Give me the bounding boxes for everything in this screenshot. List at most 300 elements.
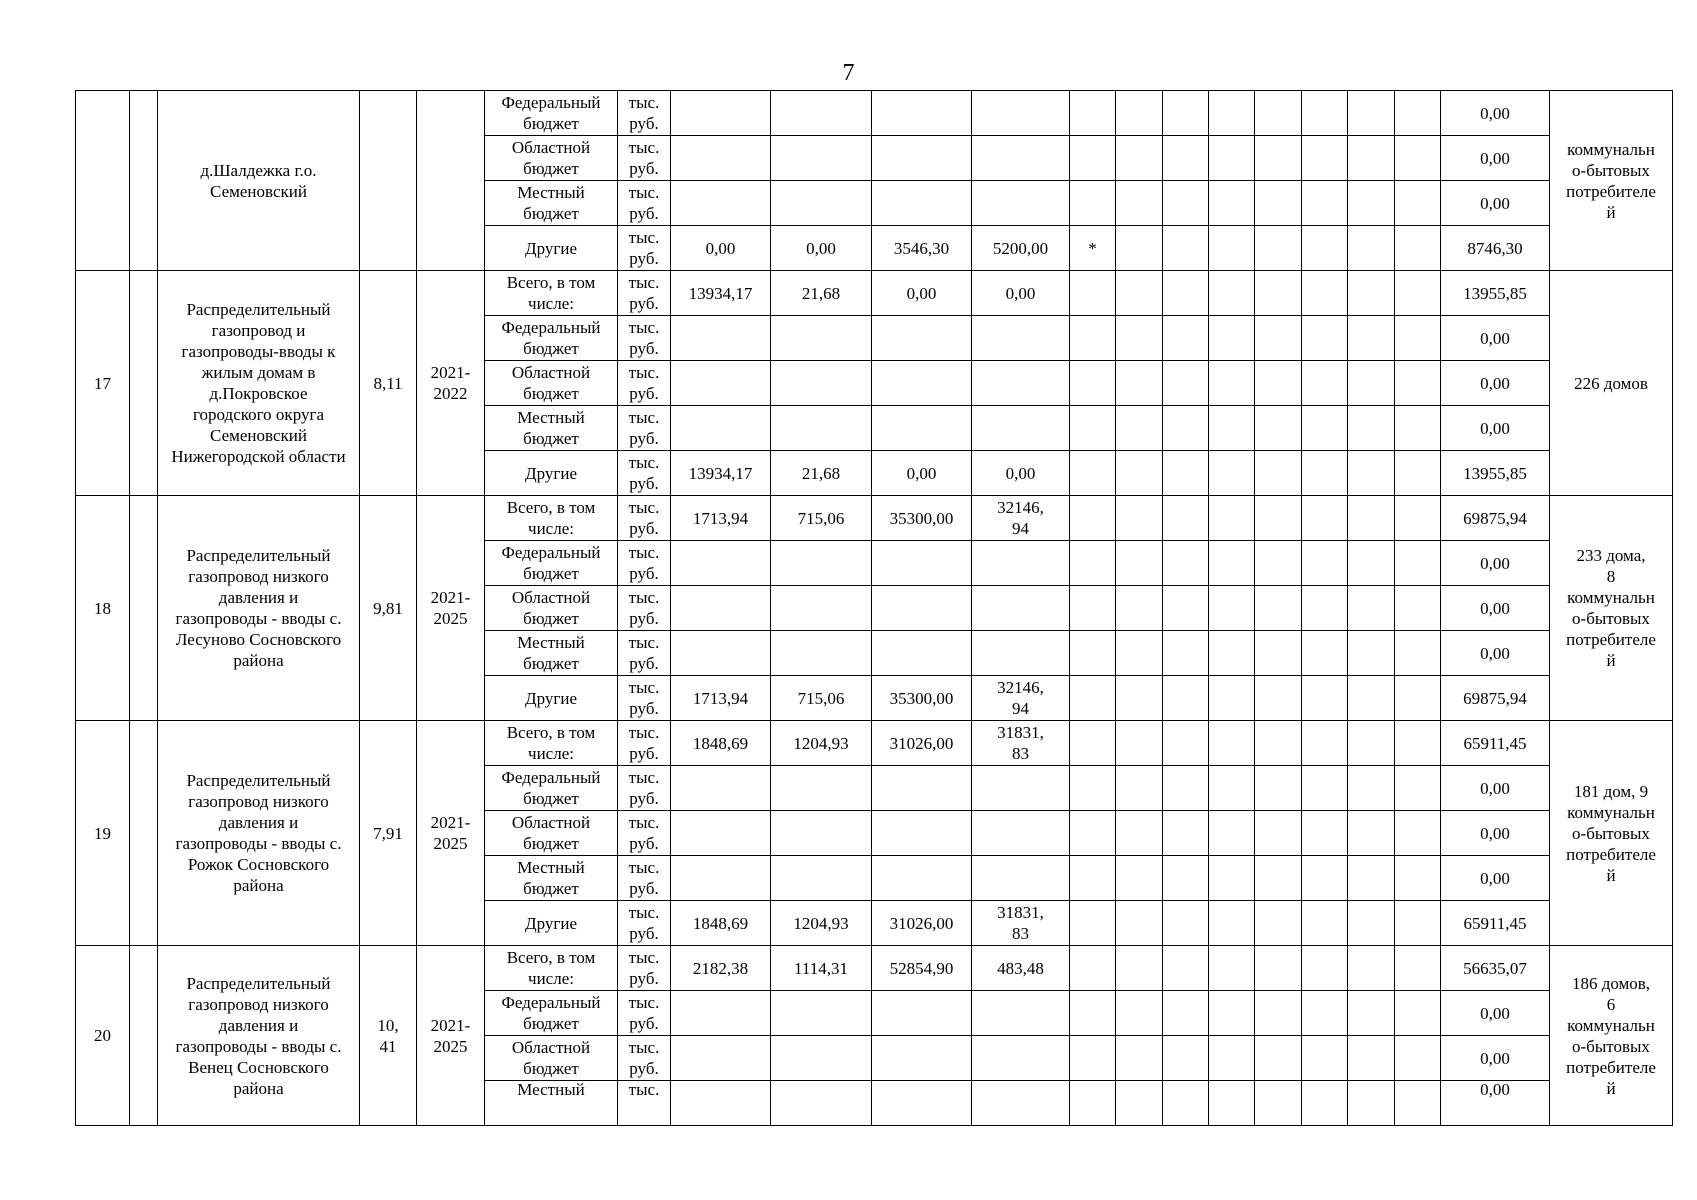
funding-source: Всего, в том числе: bbox=[485, 496, 618, 541]
empty-cell bbox=[1395, 901, 1441, 946]
empty-cell bbox=[1255, 901, 1302, 946]
empty-cell bbox=[1348, 541, 1395, 586]
empty-cell bbox=[1302, 406, 1348, 451]
empty-cell bbox=[1209, 901, 1255, 946]
value-cell: 1848,69 bbox=[671, 901, 771, 946]
value-cell bbox=[771, 181, 872, 226]
value-cell: 21,68 bbox=[771, 451, 872, 496]
empty-cell bbox=[1163, 991, 1209, 1036]
blank-cell bbox=[130, 91, 158, 271]
total-cell: 0,00 bbox=[1441, 811, 1550, 856]
value-cell bbox=[671, 1081, 771, 1126]
empty-cell bbox=[1302, 316, 1348, 361]
value-cell: 715,06 bbox=[771, 496, 872, 541]
funding-source: Местный бюджет bbox=[485, 181, 618, 226]
value-cell: 2182,38 bbox=[671, 946, 771, 991]
empty-cell bbox=[1255, 991, 1302, 1036]
object-number: 19 bbox=[76, 721, 130, 946]
value-cell: 715,06 bbox=[771, 676, 872, 721]
empty-cell bbox=[1302, 991, 1348, 1036]
empty-cell bbox=[1116, 946, 1163, 991]
value-cell bbox=[872, 811, 972, 856]
empty-cell bbox=[1255, 676, 1302, 721]
funding-source: Местный бюджет bbox=[485, 406, 618, 451]
value-cell: 1713,94 bbox=[671, 496, 771, 541]
empty-cell bbox=[1348, 721, 1395, 766]
value-cell bbox=[872, 856, 972, 901]
funding-source: Местный бюджет bbox=[485, 856, 618, 901]
empty-cell bbox=[1209, 226, 1255, 271]
empty-cell bbox=[1255, 316, 1302, 361]
value-cell bbox=[972, 811, 1070, 856]
value-cell: 0,00 bbox=[872, 451, 972, 496]
unit-label: тыс. руб. bbox=[618, 586, 671, 631]
table-row bbox=[76, 946, 1673, 991]
funding-source: Местный bbox=[485, 1081, 618, 1126]
value-cell: 5200,00 bbox=[972, 226, 1070, 271]
value-cell bbox=[1070, 496, 1116, 541]
empty-cell bbox=[1255, 856, 1302, 901]
total-cell: 56635,07 bbox=[1441, 946, 1550, 991]
blank-cell bbox=[130, 271, 158, 496]
value-cell bbox=[671, 136, 771, 181]
empty-cell bbox=[1395, 991, 1441, 1036]
value-cell bbox=[671, 631, 771, 676]
object-length: 10, 41 bbox=[360, 946, 417, 1126]
unit-label: тыс. руб. bbox=[618, 541, 671, 586]
value-cell bbox=[1070, 676, 1116, 721]
object-name: Распределительный газопровод низкого давления и газопроводы - вводы с. Рожок Сосновского района bbox=[158, 721, 360, 946]
value-cell bbox=[1070, 766, 1116, 811]
value-cell: 35300,00 bbox=[872, 676, 972, 721]
empty-cell bbox=[1255, 766, 1302, 811]
total-cell: 0,00 bbox=[1441, 91, 1550, 136]
object-result: 186 домов, 6 коммунальн о-бытовых потребителе й bbox=[1550, 946, 1673, 1126]
empty-cell bbox=[1255, 811, 1302, 856]
value-cell bbox=[1070, 181, 1116, 226]
value-cell bbox=[972, 856, 1070, 901]
empty-cell bbox=[1348, 811, 1395, 856]
value-cell bbox=[972, 91, 1070, 136]
empty-cell bbox=[1163, 901, 1209, 946]
empty-cell bbox=[1209, 496, 1255, 541]
value-cell bbox=[671, 541, 771, 586]
empty-cell bbox=[1163, 226, 1209, 271]
empty-cell bbox=[1395, 181, 1441, 226]
empty-cell bbox=[1116, 361, 1163, 406]
empty-cell bbox=[1348, 496, 1395, 541]
empty-cell bbox=[1348, 361, 1395, 406]
empty-cell bbox=[1163, 91, 1209, 136]
empty-cell bbox=[1163, 406, 1209, 451]
empty-cell bbox=[1209, 451, 1255, 496]
empty-cell bbox=[1302, 1081, 1348, 1126]
value-cell: 1713,94 bbox=[671, 676, 771, 721]
empty-cell bbox=[1302, 766, 1348, 811]
value-cell bbox=[771, 91, 872, 136]
empty-cell bbox=[1116, 541, 1163, 586]
funding-source: Другие bbox=[485, 451, 618, 496]
value-cell bbox=[972, 631, 1070, 676]
total-cell: 13955,85 bbox=[1441, 451, 1550, 496]
value-cell bbox=[771, 856, 872, 901]
empty-cell bbox=[1302, 901, 1348, 946]
empty-cell bbox=[1255, 361, 1302, 406]
financing-table bbox=[75, 90, 1673, 1126]
empty-cell bbox=[1163, 496, 1209, 541]
empty-cell bbox=[1163, 631, 1209, 676]
object-length: 8,11 bbox=[360, 271, 417, 496]
empty-cell bbox=[1116, 136, 1163, 181]
empty-cell bbox=[1163, 1036, 1209, 1081]
value-cell bbox=[771, 1036, 872, 1081]
empty-cell bbox=[1302, 676, 1348, 721]
empty-cell bbox=[1163, 676, 1209, 721]
total-cell: 0,00 bbox=[1441, 136, 1550, 181]
value-cell bbox=[1070, 721, 1116, 766]
empty-cell bbox=[1348, 1036, 1395, 1081]
empty-cell bbox=[1209, 181, 1255, 226]
empty-cell bbox=[1255, 271, 1302, 316]
empty-cell bbox=[1348, 181, 1395, 226]
value-cell: * bbox=[1070, 226, 1116, 271]
value-cell bbox=[1070, 406, 1116, 451]
total-cell: 65911,45 bbox=[1441, 901, 1550, 946]
total-cell: 0,00 bbox=[1441, 361, 1550, 406]
empty-cell bbox=[1302, 136, 1348, 181]
empty-cell bbox=[1395, 1036, 1441, 1081]
unit-label: тыс. руб. bbox=[618, 946, 671, 991]
empty-cell bbox=[1116, 91, 1163, 136]
unit-label: тыс. руб. bbox=[618, 451, 671, 496]
value-cell bbox=[1070, 946, 1116, 991]
table-row bbox=[76, 271, 1673, 316]
unit-label: тыс. руб. bbox=[618, 676, 671, 721]
empty-cell bbox=[1209, 1081, 1255, 1126]
total-cell: 8746,30 bbox=[1441, 226, 1550, 271]
value-cell: 3546,30 bbox=[872, 226, 972, 271]
empty-cell bbox=[1209, 361, 1255, 406]
value-cell bbox=[1070, 811, 1116, 856]
total-cell: 0,00 bbox=[1441, 181, 1550, 226]
table-row bbox=[76, 721, 1673, 766]
object-number: 20 bbox=[76, 946, 130, 1126]
empty-cell bbox=[1163, 181, 1209, 226]
empty-cell bbox=[1348, 586, 1395, 631]
unit-label: тыс. руб. bbox=[618, 226, 671, 271]
value-cell bbox=[771, 316, 872, 361]
value-cell: 31831, 83 bbox=[972, 901, 1070, 946]
table-row bbox=[76, 496, 1673, 541]
empty-cell bbox=[1116, 856, 1163, 901]
empty-cell bbox=[1348, 676, 1395, 721]
empty-cell bbox=[1163, 946, 1209, 991]
object-period bbox=[417, 91, 485, 271]
object-length: 9,81 bbox=[360, 496, 417, 721]
value-cell: 31831, 83 bbox=[972, 721, 1070, 766]
value-cell bbox=[1070, 1081, 1116, 1126]
empty-cell bbox=[1163, 721, 1209, 766]
value-cell: 35300,00 bbox=[872, 496, 972, 541]
total-cell: 0,00 bbox=[1441, 1036, 1550, 1081]
empty-cell bbox=[1395, 316, 1441, 361]
empty-cell bbox=[1116, 631, 1163, 676]
table-row bbox=[76, 91, 1673, 136]
funding-source: Областной бюджет bbox=[485, 361, 618, 406]
empty-cell bbox=[1395, 91, 1441, 136]
value-cell bbox=[671, 91, 771, 136]
value-cell bbox=[671, 856, 771, 901]
value-cell bbox=[972, 1081, 1070, 1126]
empty-cell bbox=[1395, 496, 1441, 541]
value-cell: 1204,93 bbox=[771, 901, 872, 946]
empty-cell bbox=[1302, 541, 1348, 586]
empty-cell bbox=[1163, 136, 1209, 181]
value-cell bbox=[1070, 991, 1116, 1036]
value-cell bbox=[972, 1036, 1070, 1081]
value-cell bbox=[671, 991, 771, 1036]
empty-cell bbox=[1395, 721, 1441, 766]
blank-cell bbox=[130, 946, 158, 1126]
value-cell: 1114,31 bbox=[771, 946, 872, 991]
empty-cell bbox=[1302, 856, 1348, 901]
empty-cell bbox=[1116, 586, 1163, 631]
empty-cell bbox=[1395, 451, 1441, 496]
empty-cell bbox=[1348, 991, 1395, 1036]
empty-cell bbox=[1209, 136, 1255, 181]
value-cell bbox=[771, 406, 872, 451]
empty-cell bbox=[1302, 946, 1348, 991]
empty-cell bbox=[1255, 1036, 1302, 1081]
value-cell: 13934,17 bbox=[671, 271, 771, 316]
value-cell bbox=[972, 181, 1070, 226]
funding-source: Всего, в том числе: bbox=[485, 721, 618, 766]
object-number bbox=[76, 91, 130, 271]
funding-source: Другие bbox=[485, 226, 618, 271]
total-cell: 0,00 bbox=[1441, 631, 1550, 676]
funding-source: Другие bbox=[485, 676, 618, 721]
object-name: Распределительный газопровод низкого давления и газопроводы - вводы с. Венец Сосновского района bbox=[158, 946, 360, 1126]
empty-cell bbox=[1255, 181, 1302, 226]
value-cell: 0,00 bbox=[671, 226, 771, 271]
empty-cell bbox=[1255, 631, 1302, 676]
empty-cell bbox=[1209, 91, 1255, 136]
value-cell bbox=[972, 766, 1070, 811]
unit-label: тыс. руб. bbox=[618, 496, 671, 541]
value-cell bbox=[671, 586, 771, 631]
unit-label: тыс. руб. bbox=[618, 181, 671, 226]
value-cell: 32146, 94 bbox=[972, 496, 1070, 541]
empty-cell bbox=[1116, 766, 1163, 811]
object-period: 2021- 2025 bbox=[417, 721, 485, 946]
value-cell bbox=[1070, 91, 1116, 136]
page-number: 7 bbox=[842, 60, 855, 86]
unit-label: тыс. руб. bbox=[618, 766, 671, 811]
value-cell bbox=[872, 136, 972, 181]
value-cell bbox=[972, 991, 1070, 1036]
value-cell bbox=[771, 631, 872, 676]
total-cell: 0,00 bbox=[1441, 856, 1550, 901]
funding-source: Местный бюджет bbox=[485, 631, 618, 676]
value-cell bbox=[771, 991, 872, 1036]
value-cell bbox=[872, 1036, 972, 1081]
object-result: 233 дома, 8 коммунальн о-бытовых потребителе й bbox=[1550, 496, 1673, 721]
object-length: 7,91 bbox=[360, 721, 417, 946]
empty-cell bbox=[1395, 586, 1441, 631]
value-cell: 13934,17 bbox=[671, 451, 771, 496]
empty-cell bbox=[1302, 226, 1348, 271]
empty-cell bbox=[1395, 631, 1441, 676]
empty-cell bbox=[1348, 946, 1395, 991]
empty-cell bbox=[1255, 406, 1302, 451]
value-cell bbox=[872, 991, 972, 1036]
empty-cell bbox=[1395, 766, 1441, 811]
empty-cell bbox=[1163, 1081, 1209, 1126]
empty-cell bbox=[1348, 91, 1395, 136]
empty-cell bbox=[1255, 1081, 1302, 1126]
empty-cell bbox=[1302, 496, 1348, 541]
empty-cell bbox=[1116, 991, 1163, 1036]
value-cell bbox=[872, 361, 972, 406]
value-cell bbox=[872, 181, 972, 226]
empty-cell bbox=[1395, 406, 1441, 451]
empty-cell bbox=[1163, 541, 1209, 586]
value-cell bbox=[671, 316, 771, 361]
empty-cell bbox=[1209, 1036, 1255, 1081]
value-cell bbox=[671, 181, 771, 226]
empty-cell bbox=[1116, 1081, 1163, 1126]
empty-cell bbox=[1348, 136, 1395, 181]
empty-cell bbox=[1209, 406, 1255, 451]
value-cell: 0,00 bbox=[771, 226, 872, 271]
value-cell bbox=[872, 406, 972, 451]
unit-label: тыс. руб. bbox=[618, 856, 671, 901]
value-cell bbox=[872, 1081, 972, 1126]
empty-cell bbox=[1255, 451, 1302, 496]
total-cell: 65911,45 bbox=[1441, 721, 1550, 766]
value-cell: 0,00 bbox=[972, 271, 1070, 316]
unit-label: тыс. руб. bbox=[618, 811, 671, 856]
total-cell: 0,00 bbox=[1441, 1081, 1550, 1126]
empty-cell bbox=[1209, 541, 1255, 586]
blank-cell bbox=[130, 721, 158, 946]
empty-cell bbox=[1302, 181, 1348, 226]
empty-cell bbox=[1255, 496, 1302, 541]
empty-cell bbox=[1395, 1081, 1441, 1126]
empty-cell bbox=[1302, 631, 1348, 676]
empty-cell bbox=[1209, 721, 1255, 766]
empty-cell bbox=[1348, 406, 1395, 451]
empty-cell bbox=[1302, 721, 1348, 766]
empty-cell bbox=[1348, 271, 1395, 316]
object-length bbox=[360, 91, 417, 271]
total-cell: 0,00 bbox=[1441, 766, 1550, 811]
value-cell bbox=[771, 541, 872, 586]
object-number: 18 bbox=[76, 496, 130, 721]
empty-cell bbox=[1209, 991, 1255, 1036]
empty-cell bbox=[1163, 766, 1209, 811]
value-cell bbox=[1070, 136, 1116, 181]
empty-cell bbox=[1209, 766, 1255, 811]
funding-source: Федеральный бюджет bbox=[485, 316, 618, 361]
value-cell: 32146, 94 bbox=[972, 676, 1070, 721]
empty-cell bbox=[1255, 946, 1302, 991]
empty-cell bbox=[1116, 406, 1163, 451]
value-cell bbox=[972, 406, 1070, 451]
empty-cell bbox=[1209, 271, 1255, 316]
value-cell bbox=[1070, 361, 1116, 406]
empty-cell bbox=[1209, 586, 1255, 631]
empty-cell bbox=[1302, 361, 1348, 406]
value-cell: 1848,69 bbox=[671, 721, 771, 766]
object-period: 2021- 2025 bbox=[417, 496, 485, 721]
empty-cell bbox=[1348, 316, 1395, 361]
value-cell: 31026,00 bbox=[872, 901, 972, 946]
empty-cell bbox=[1395, 271, 1441, 316]
value-cell bbox=[1070, 316, 1116, 361]
total-cell: 0,00 bbox=[1441, 316, 1550, 361]
empty-cell bbox=[1116, 811, 1163, 856]
unit-label: тыс. руб. bbox=[618, 991, 671, 1036]
value-cell bbox=[872, 91, 972, 136]
empty-cell bbox=[1163, 811, 1209, 856]
funding-source: Другие bbox=[485, 901, 618, 946]
unit-label: тыс. руб. bbox=[618, 91, 671, 136]
empty-cell bbox=[1395, 856, 1441, 901]
value-cell: 0,00 bbox=[972, 451, 1070, 496]
value-cell bbox=[671, 1036, 771, 1081]
blank-cell bbox=[130, 496, 158, 721]
value-cell: 1204,93 bbox=[771, 721, 872, 766]
value-cell bbox=[872, 541, 972, 586]
unit-label: тыс. руб. bbox=[618, 631, 671, 676]
total-cell: 13955,85 bbox=[1441, 271, 1550, 316]
empty-cell bbox=[1116, 721, 1163, 766]
value-cell bbox=[972, 136, 1070, 181]
value-cell bbox=[972, 541, 1070, 586]
empty-cell bbox=[1116, 226, 1163, 271]
empty-cell bbox=[1116, 1036, 1163, 1081]
empty-cell bbox=[1116, 451, 1163, 496]
total-cell: 0,00 bbox=[1441, 406, 1550, 451]
funding-source: Федеральный бюджет bbox=[485, 541, 618, 586]
unit-label: тыс. руб. bbox=[618, 136, 671, 181]
empty-cell bbox=[1116, 316, 1163, 361]
funding-source: Областной бюджет bbox=[485, 586, 618, 631]
empty-cell bbox=[1395, 226, 1441, 271]
object-name: Распределительный газопровод низкого давления и газопроводы - вводы с. Лесуново Сосновского района bbox=[158, 496, 360, 721]
value-cell bbox=[872, 631, 972, 676]
funding-source: Всего, в том числе: bbox=[485, 271, 618, 316]
empty-cell bbox=[1255, 136, 1302, 181]
empty-cell bbox=[1163, 451, 1209, 496]
object-name: Распределительный газопровод и газопроводы-вводы к жилым домам в д.Покровское городского округа Семеновский Нижегородской области bbox=[158, 271, 360, 496]
value-cell bbox=[1070, 1036, 1116, 1081]
empty-cell bbox=[1209, 856, 1255, 901]
funding-source: Федеральный бюджет bbox=[485, 766, 618, 811]
empty-cell bbox=[1255, 226, 1302, 271]
unit-label: тыс. bbox=[618, 1081, 671, 1126]
value-cell bbox=[671, 811, 771, 856]
empty-cell bbox=[1302, 1036, 1348, 1081]
funding-source: Всего, в том числе: bbox=[485, 946, 618, 991]
empty-cell bbox=[1255, 721, 1302, 766]
value-cell bbox=[1070, 271, 1116, 316]
empty-cell bbox=[1348, 1081, 1395, 1126]
object-result: 226 домов bbox=[1550, 271, 1673, 496]
empty-cell bbox=[1395, 136, 1441, 181]
value-cell bbox=[972, 586, 1070, 631]
